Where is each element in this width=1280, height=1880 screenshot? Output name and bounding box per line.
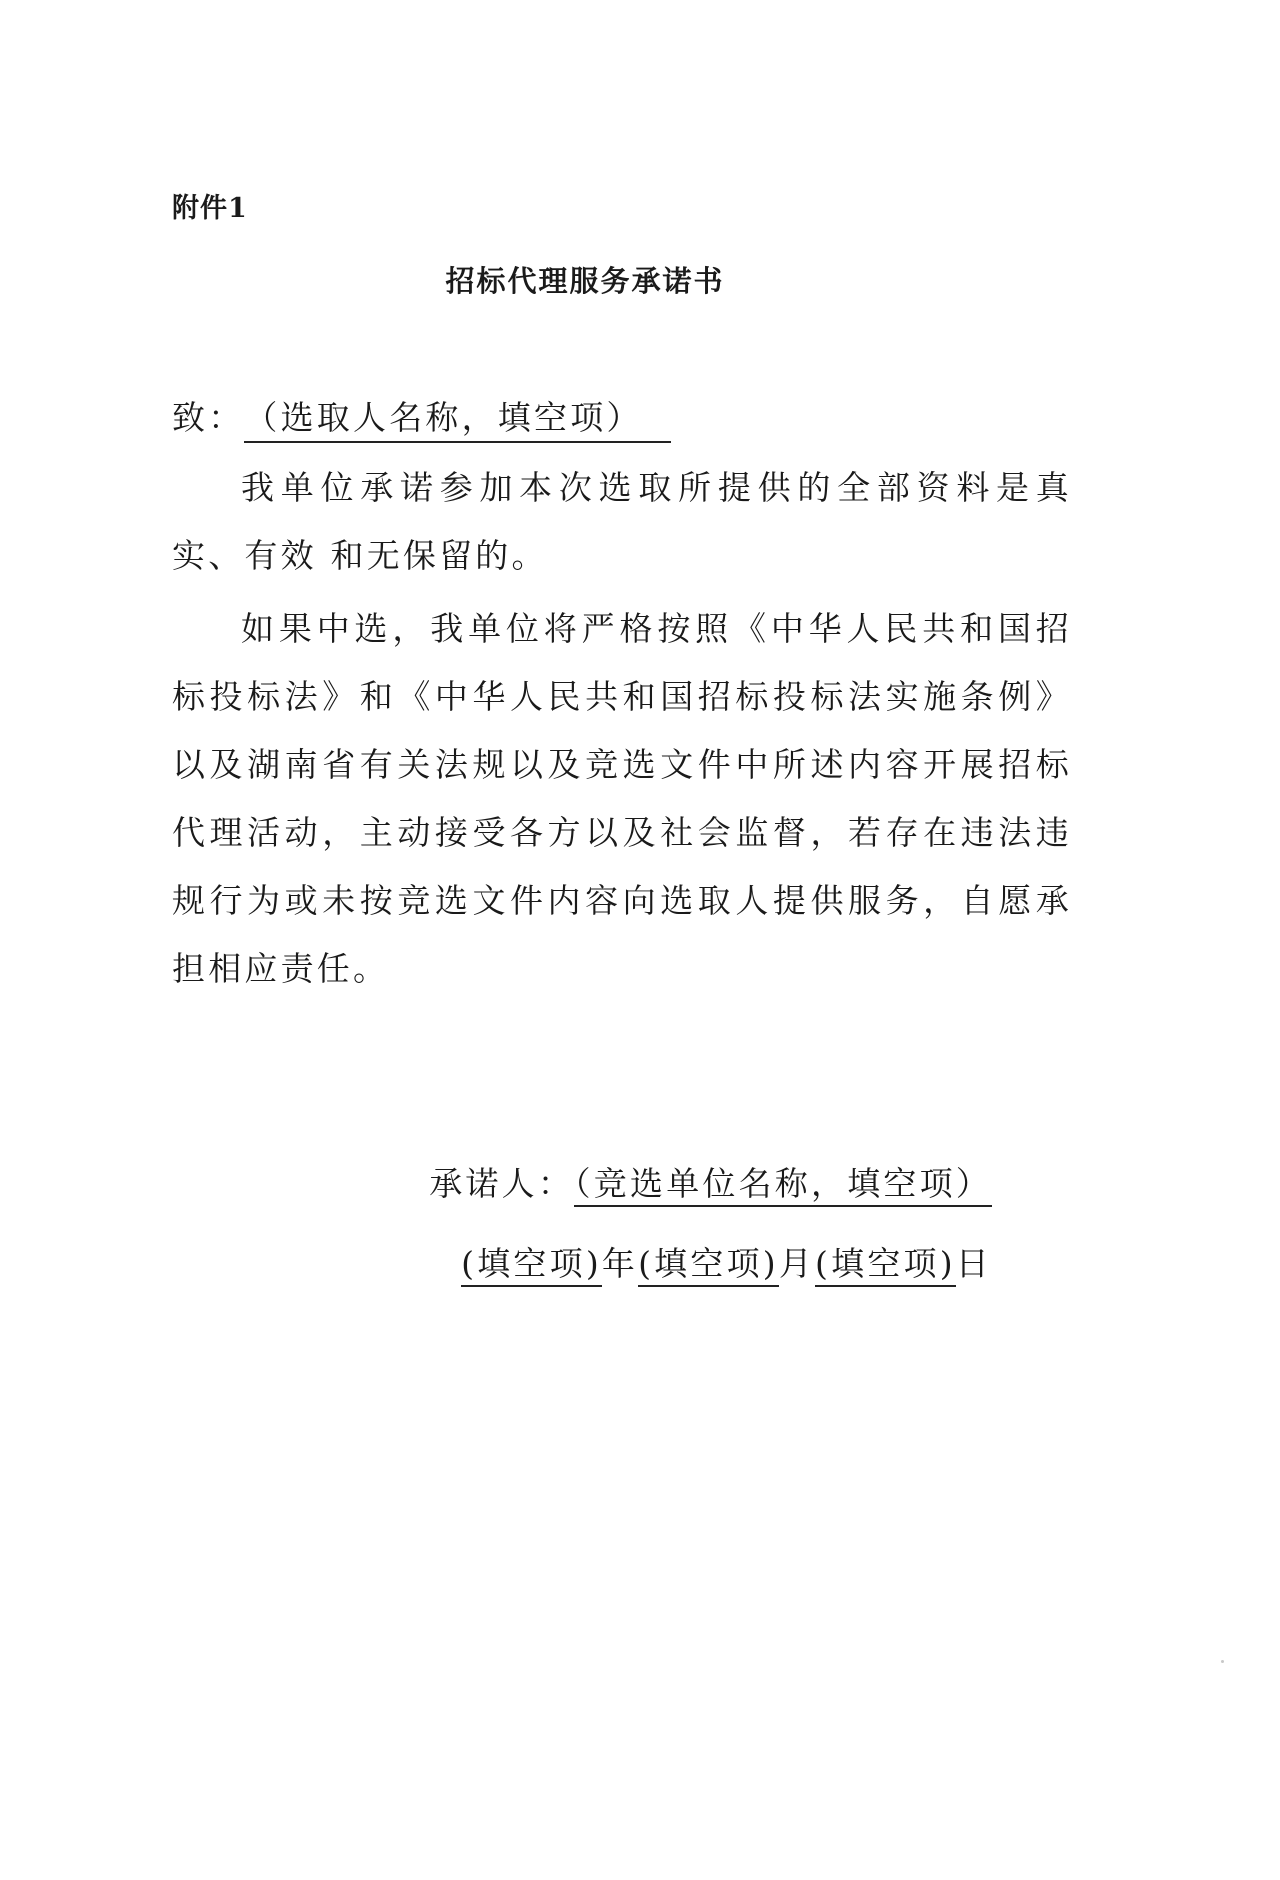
- signer-blank: （竞选单位名称，填空项）: [574, 1164, 992, 1207]
- date-line: [461, 1238, 992, 1285]
- scan-speck: [1221, 1660, 1224, 1663]
- day-label: 日: [955, 1244, 992, 1283]
- paragraph-commitment: 我单位承诺参加本次选取所提供的全部资料是真实、有效 和无保留的。: [172, 468, 1072, 575]
- document-title: 招标代理服务承诺书: [445, 264, 725, 298]
- addressee-blank: （选取人名称，填空项）: [244, 392, 670, 443]
- month-label: 月: [778, 1244, 816, 1283]
- addressee-prefix: 致：: [172, 398, 245, 437]
- signer-line: [429, 1158, 992, 1205]
- year-blank: (填空项): [461, 1244, 602, 1287]
- year-label: 年: [601, 1244, 639, 1283]
- day-blank: (填空项): [815, 1244, 956, 1287]
- signer-prefix: 承诺人：: [429, 1164, 575, 1203]
- paragraph-obligations: 如果中选，我单位将严格按照《中华人民共和国招标投标法》和《中华人民共和国招标投标法实施条例》以及湖南省有关法规以及竞选文件中所述内容开展招标代理活动，主动接受各方以及社会监督，若存在违法违规行为或未按竞选文件内容向选取人提供服务，自愿承担相应责任。: [172, 609, 1072, 988]
- attachment-label: 附件1: [172, 193, 248, 224]
- month-blank: (填空项): [638, 1244, 779, 1287]
- addressee-line: [172, 392, 671, 443]
